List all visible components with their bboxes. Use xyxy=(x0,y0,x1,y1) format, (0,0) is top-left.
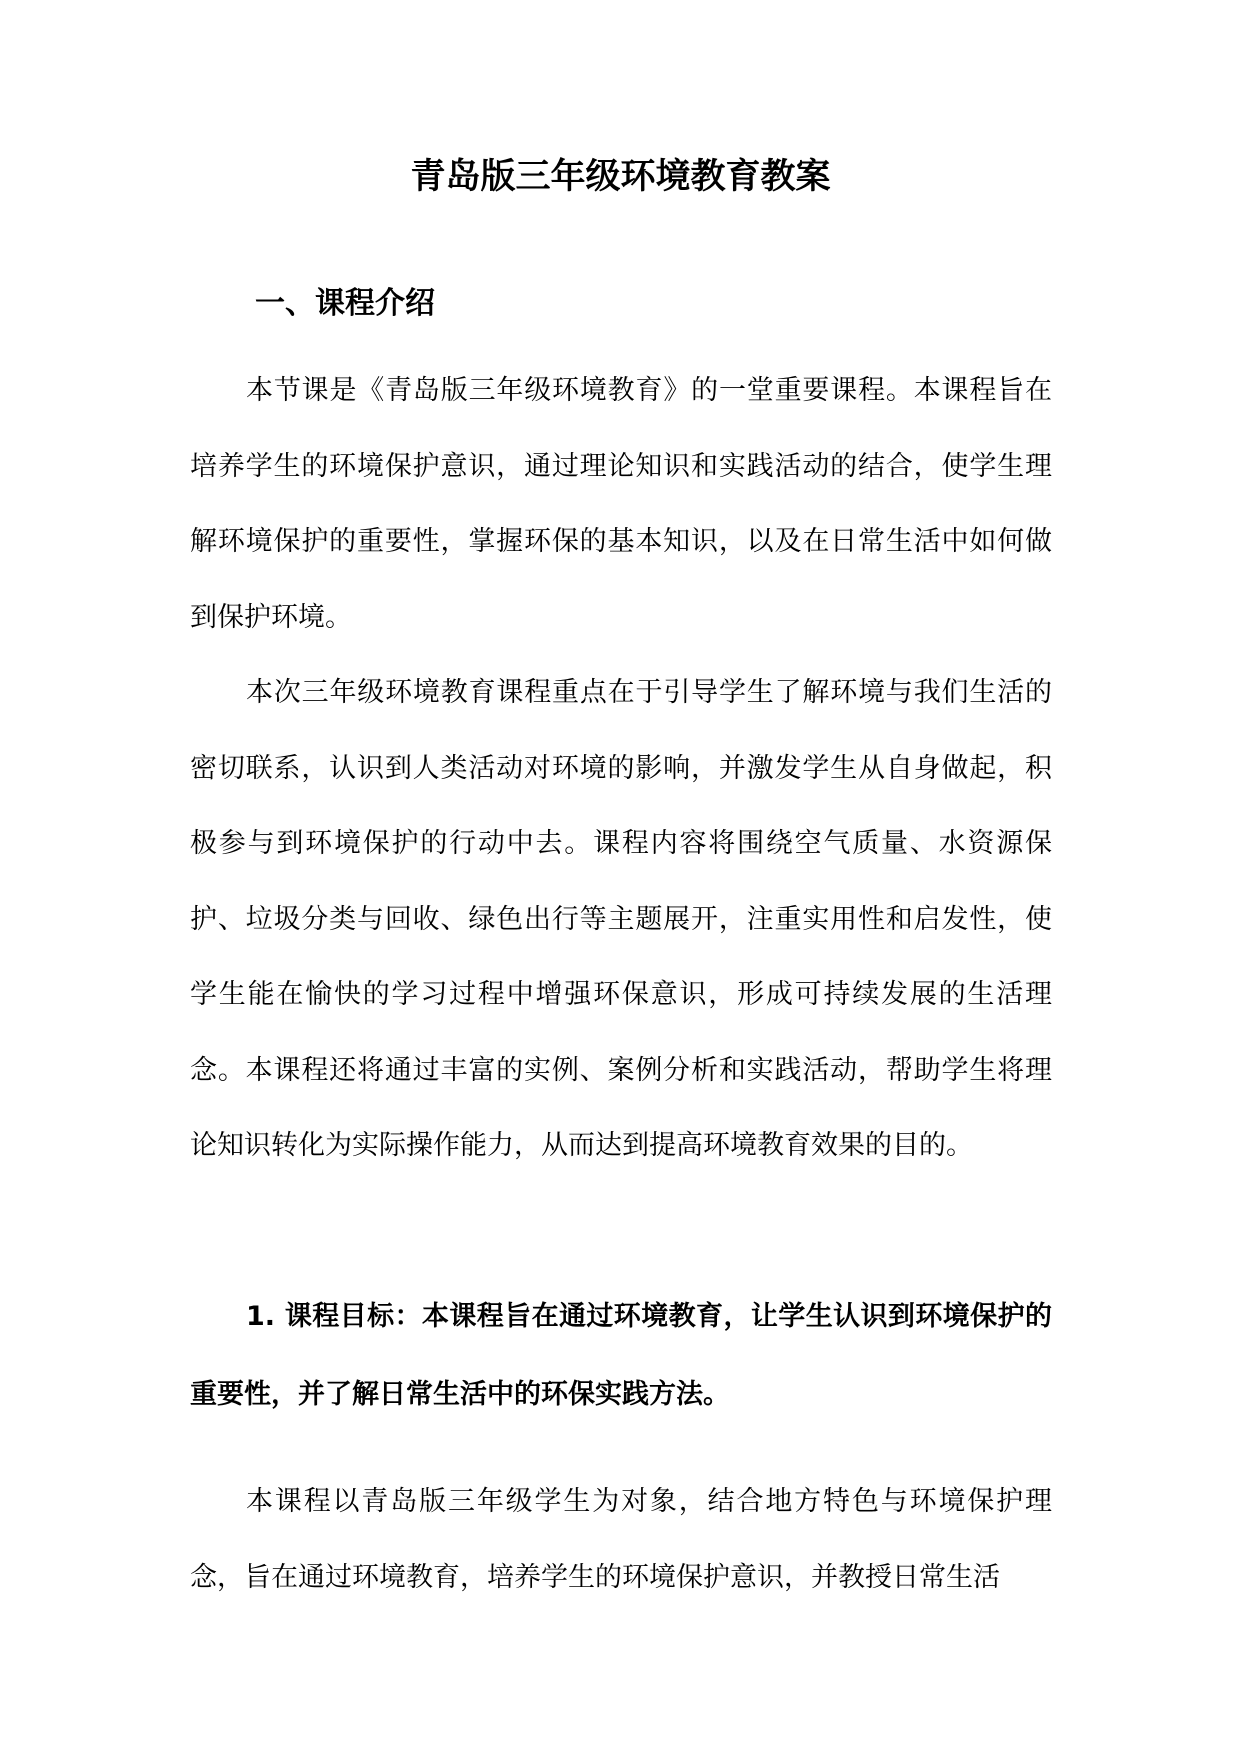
body-paragraph-1-container xyxy=(190,353,1052,655)
body-paragraph-2-container xyxy=(190,655,1052,1184)
body-paragraph-1: 本节课是《青岛版三年级环境教育》的一堂重要课程。本课程旨在培养学生的环境保护意识，通过理论知识和实践活动的结合，使学生理解环境保护的重要性，掌握环保的基本知识，以及在日常生活中如何做到保护环境。 xyxy=(190,375,1052,633)
body-paragraph-3: 本课程以青岛版三年级学生为对象，结合地方特色与环境保护理念，旨在通过环境教育，培养学生的环境保护意识，并教授日常生活 xyxy=(190,1486,1052,1593)
document-title: 青岛版三年级环境教育教案 xyxy=(410,157,831,197)
section-heading-course-intro: 一、课程介绍 xyxy=(255,286,435,321)
body-paragraph-3-container xyxy=(190,1464,1052,1615)
subsection-heading-course-goals: 1. 课程目标：本课程旨在通过环境教育，让学生认识到环境保护的重要性，并了解日常生活中的环保实践方法。 xyxy=(190,1301,1052,1410)
body-paragraph-2: 本次三年级环境教育课程重点在于引导学生了解环境与我们生活的密切联系，认识到人类活动对环境的影响，并激发学生从自身做起，积极参与到环境保护的行动中去。课程内容将围绕空气质量、水资源保护、垃圾分类与回收、绿色出行等主题展开，注重实用性和启发性，使学生能在愉快的学习过程中增强环保意识，形成可持续发展的生活理念。本课程还将通过丰富的实例、案例分析和实践活动，帮助学生将理论知识转化为实际操作能力，从而达到提高环境教育效果的目的。 xyxy=(190,677,1052,1161)
